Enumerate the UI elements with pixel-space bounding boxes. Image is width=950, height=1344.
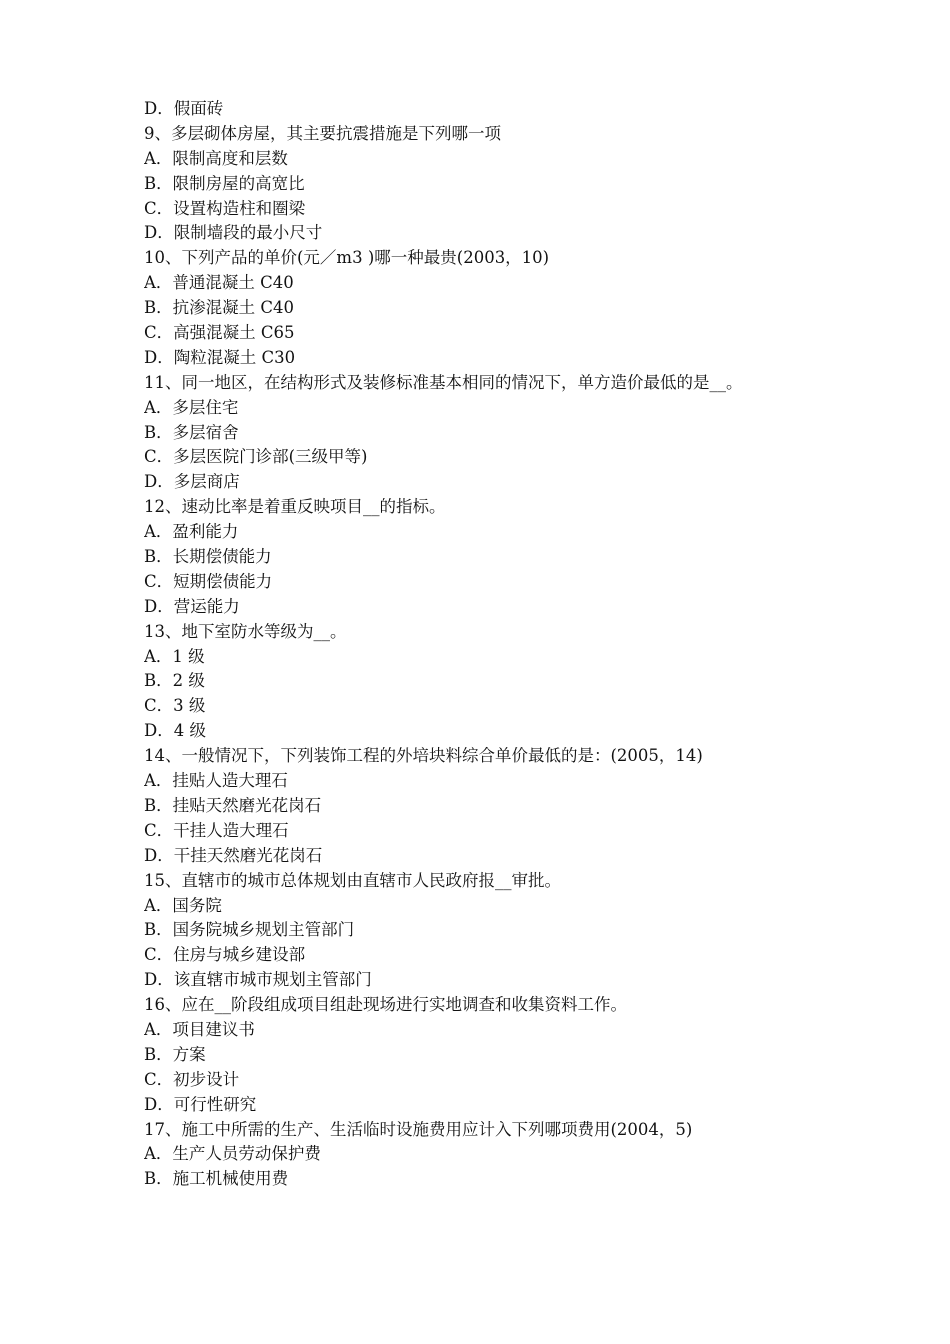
answer-option: B．国务院城乡规划主管部门 [144,920,355,940]
answer-option: D．限制墙段的最小尺寸 [144,223,323,243]
answer-option: D．4 级 [144,721,206,741]
answer-option: D．营运能力 [144,596,240,616]
answer-option: C．短期偿债能力 [144,571,273,591]
answer-option: D．陶粒混凝土 C30 [144,347,296,367]
answer-option: B．2 级 [144,671,205,691]
answer-option: C．设置构造柱和圈梁 [144,198,306,218]
answer-option: A．多层住宅 [144,397,239,417]
question-text: 17、施工中所需的生产、生活临时设施费用应计入下列哪项费用(2004，5) [144,1119,693,1139]
question-text: 16、应在__阶段组成项目组赴现场进行实地调查和收集资料工作。 [144,995,627,1015]
answer-option: A．挂贴人造大理石 [144,771,288,791]
answer-option: B．多层宿舍 [144,422,239,442]
answer-option: C．初步设计 [144,1069,240,1089]
answer-option: D．多层商店 [144,472,240,492]
answer-option: D．可行性研究 [144,1094,257,1114]
question-text: 10、下列产品的单价(元／m3 )哪一种最贵(2003，10) [144,248,550,268]
answer-option: B．方案 [144,1044,206,1064]
answer-option: C．3 级 [144,696,206,716]
answer-option: C．高强混凝土 C65 [144,323,295,343]
question-text: 15、直辖市的城市总体规划由直辖市人民政府报__审批。 [144,870,561,890]
document-body [144,97,844,1192]
question-text: 14、一般情况下，下列装饰工程的外培块料综合单价最低的是：(2005，14) [144,746,703,766]
question-text: 11、同一地区，在结构形式及装修标准基本相同的情况下，单方造价最低的是__。 [144,372,743,392]
answer-option: B．施工机械使用费 [144,1169,289,1189]
answer-option: C．多层医院门诊部(三级甲等) [144,447,368,467]
question-text: 12、速动比率是着重反映项目__的指标。 [144,497,446,517]
question-text: 9、多层砌体房屋，其主要抗震措施是下列哪一项 [144,123,501,143]
answer-option: A．生产人员劳动保护费 [144,1144,321,1164]
answer-option: D．假面砖 [144,99,224,118]
answer-option: B．长期偿债能力 [144,547,272,567]
question-text: 13、地下室防水等级为__。 [144,621,347,641]
answer-option: A．1 级 [144,646,205,666]
answer-option: B．限制房屋的高宽比 [144,173,305,193]
answer-option: C．住房与城乡建设部 [144,945,306,965]
answer-option: A．限制高度和层数 [144,148,288,168]
answer-option: A．国务院 [144,895,222,915]
answer-option: C．干挂人造大理石 [144,820,289,840]
answer-option: A．普通混凝土 C40 [144,273,294,293]
answer-option: A．项目建议书 [144,1019,255,1039]
answer-option: B．抗渗混凝土 C40 [144,298,294,318]
answer-option: D．该直辖市城市规划主管部门 [144,970,372,990]
answer-option: D．干挂天然磨光花岗石 [144,845,323,865]
answer-option: B．挂贴天然磨光花岗石 [144,795,322,815]
answer-option: A．盈利能力 [144,522,239,542]
